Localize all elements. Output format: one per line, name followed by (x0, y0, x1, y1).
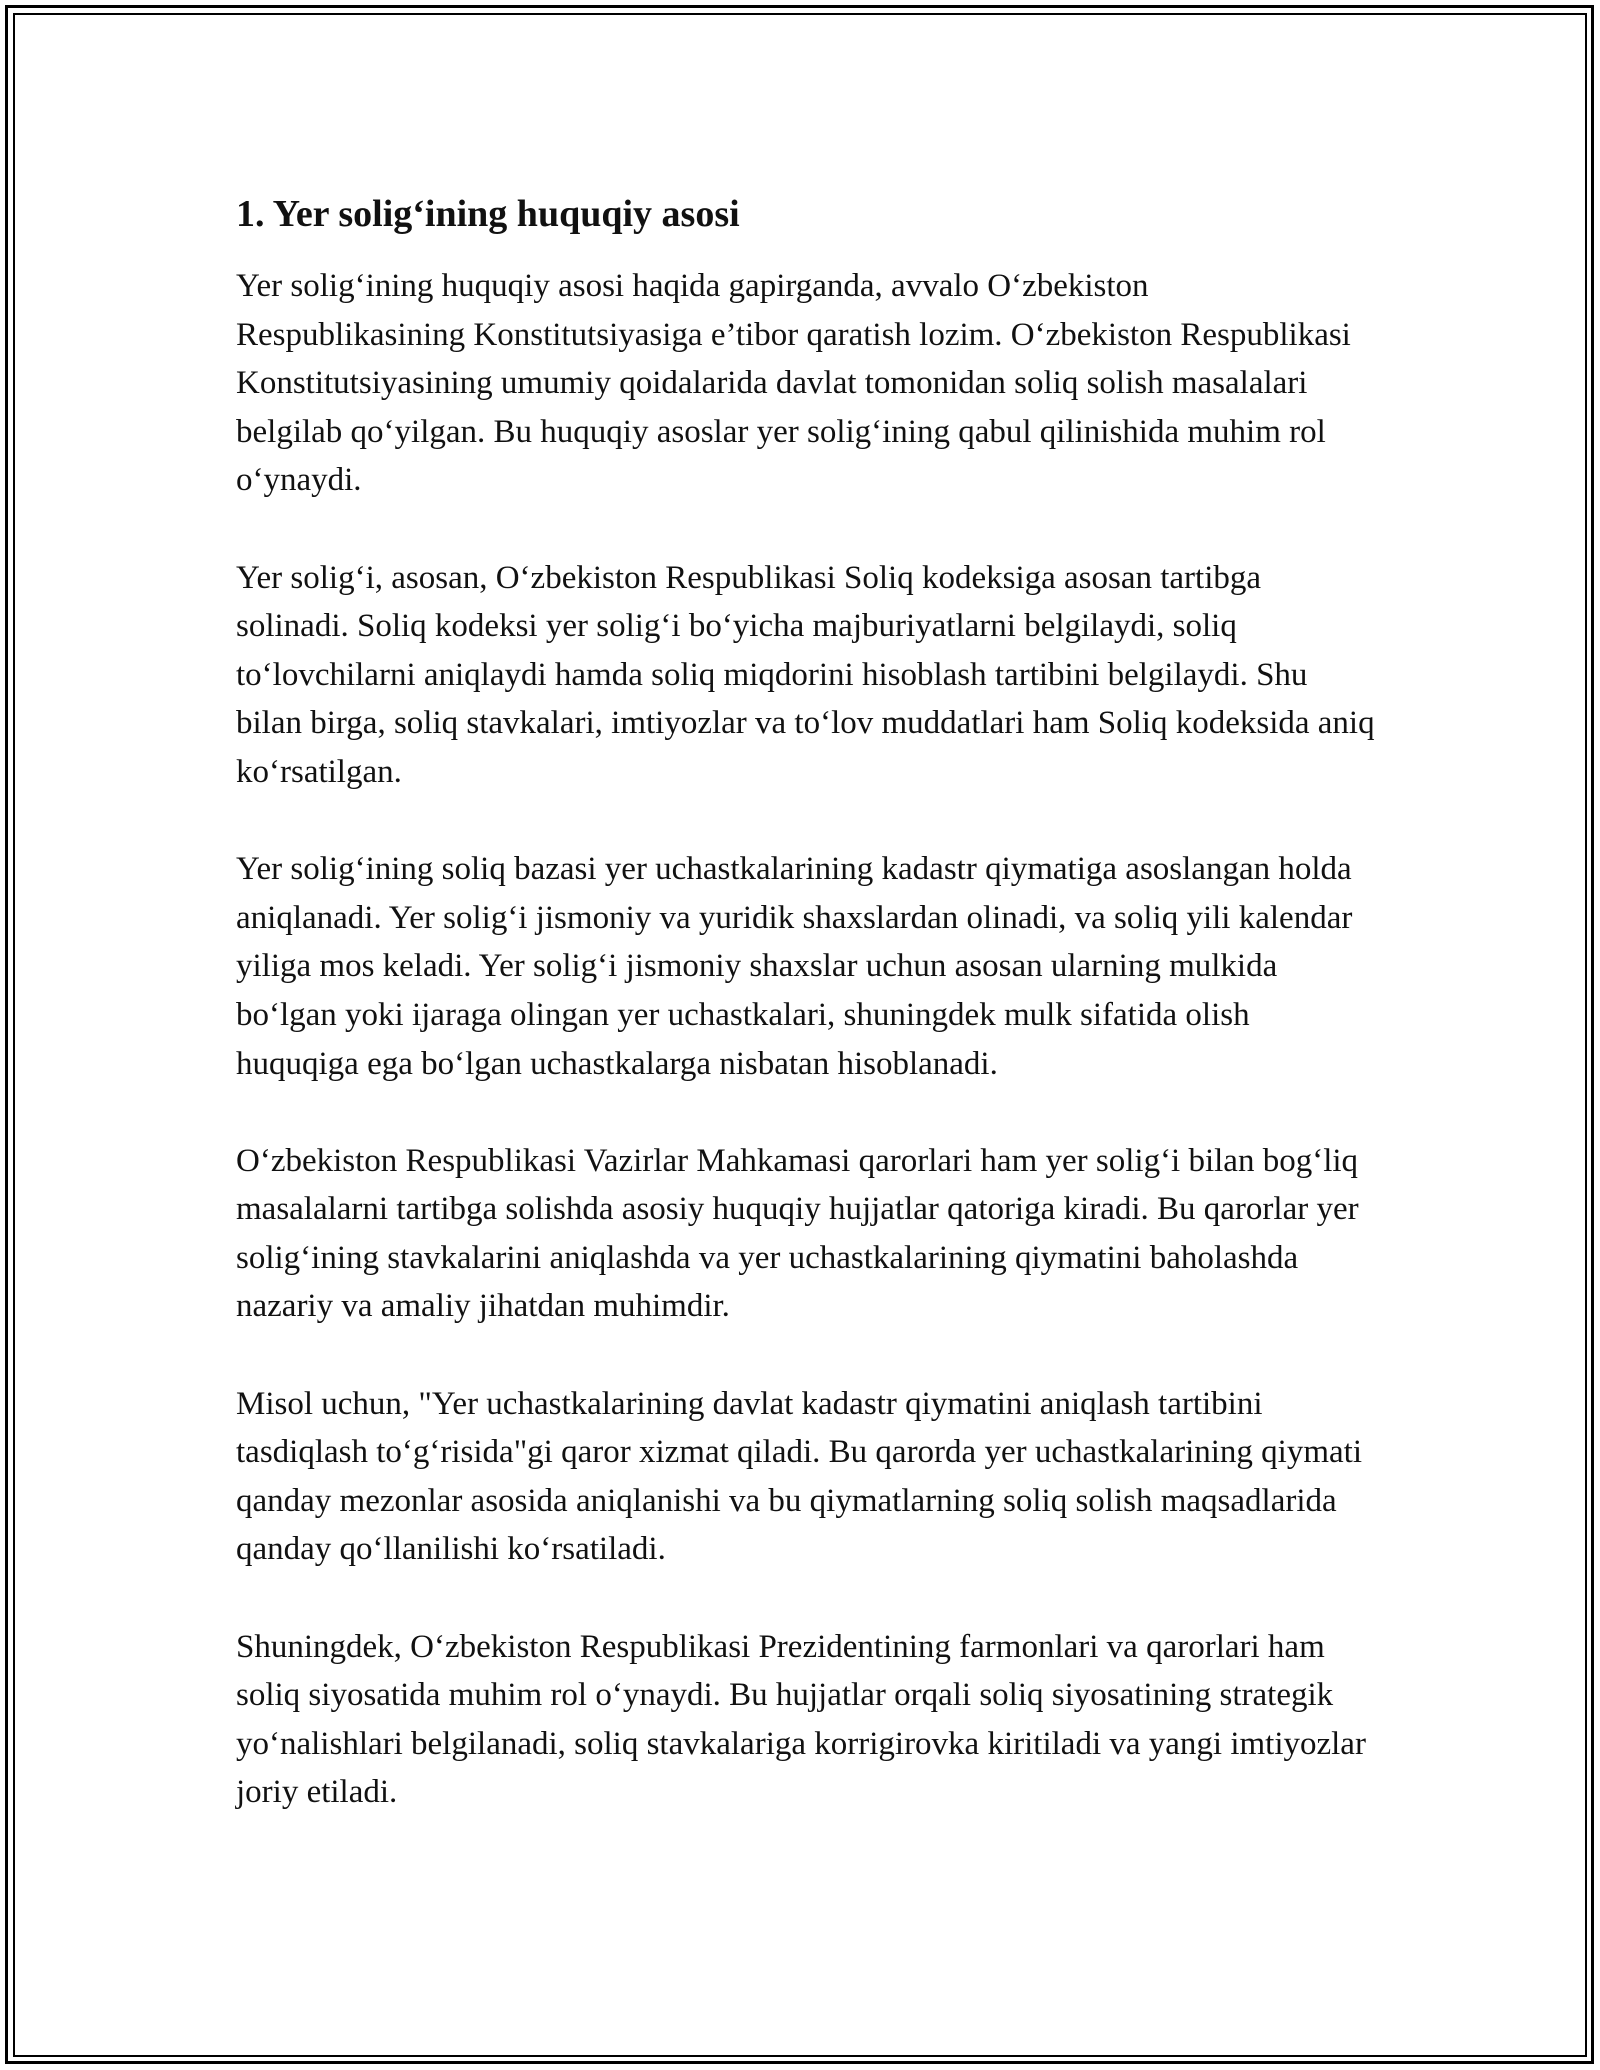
document-body (236, 188, 1376, 1817)
paragraph-constitution: Yer solig‘ining huquqiy asosi haqida gapirganda, avvalo O‘zbekiston Respublikasining Konstitutsiyasiga e’tibor qaratish lozim. O‘zbekiston Respublikasi Konstitutsiyasining umumiy qoidalarida davlat tomonidan soliq solish masalalari belgilab qo‘yilgan. Bu huquqiy asoslar yer solig‘ining qabul qilinishida muhim rol o‘ynaydi. (236, 268, 1351, 499)
paragraph-tax-code: Yer solig‘i, asosan, O‘zbekiston Respublikasi Soliq kodeksiga asosan tartibga solinadi. Soliq kodeksi yer solig‘i bo‘yicha majburiyatlarni belgilaydi, soliq to‘lovchilarni aniqlaydi hamda soliq miqdorini hisoblash tartibini belgilaydi. Shu bilan birga, soliq stavkalari, imtiyozlar va to‘lov muddatlari ham Soliq kodeksida aniq ko‘rsatilgan. (236, 559, 1375, 790)
paragraph-presidential-decrees: Shuningdek, O‘zbekiston Respublikasi Prezidentining farmonlari va qarorlari ham soliq siyosatida muhim rol o‘ynaydi. Bu hujjatlar orqali soliq siyosatining strategik yo‘nalishlari belgilanadi, soliq stavkalariga korrigirovka kiritiladi va yangi imtiyozlar joriy etiladi. (236, 1628, 1366, 1811)
paragraph-cabinet-decisions: O‘zbekiston Respublikasi Vazirlar Mahkamasi qarorlari ham yer solig‘i bilan bog‘liq masalalarni tartibga solishda asosiy huquqiy hujjatlar qatoriga kiradi. Bu qarorlar yer solig‘ining stavkalarini aniqlashda va yer uchastkalarining qiymatini baholashda nazariy va amaliy jihatdan muhimdir. (236, 1142, 1359, 1325)
paragraph-tax-base: Yer solig‘ining soliq bazasi yer uchastkalarining kadastr qiymatiga asoslangan holda aniqlanadi. Yer solig‘i jismoniy va yuridik shaxslardan olinadi, va soliq yili kalendar yiliga mos keladi. Yer solig‘i jismoniy shaxslar uchun asosan ularning mulkida bo‘lgan yoki ijaraga olingan yer uchastkalari, shuningdek mulk sifatida olish huquqiga ega bo‘lgan uchastkalarga nisbatan hisoblanadi. (236, 851, 1353, 1082)
section-heading: 1. Yer solig‘ining huquqiy asosi (236, 193, 740, 235)
paragraph-example-decision: Misol uchun, "Yer uchastkalarining davlat kadastr qiymatini aniqlash tartibini tasdiqlash to‘g‘risida"gi qaror xizmat qiladi. Bu qarorda yer uchastkalarining qiymati qanday mezonlar asosida aniqlanishi va bu qiymatlarning soliq solish maqsadlarida qanday qo‘llanilishi ko‘rsatiladi. (236, 1385, 1362, 1568)
